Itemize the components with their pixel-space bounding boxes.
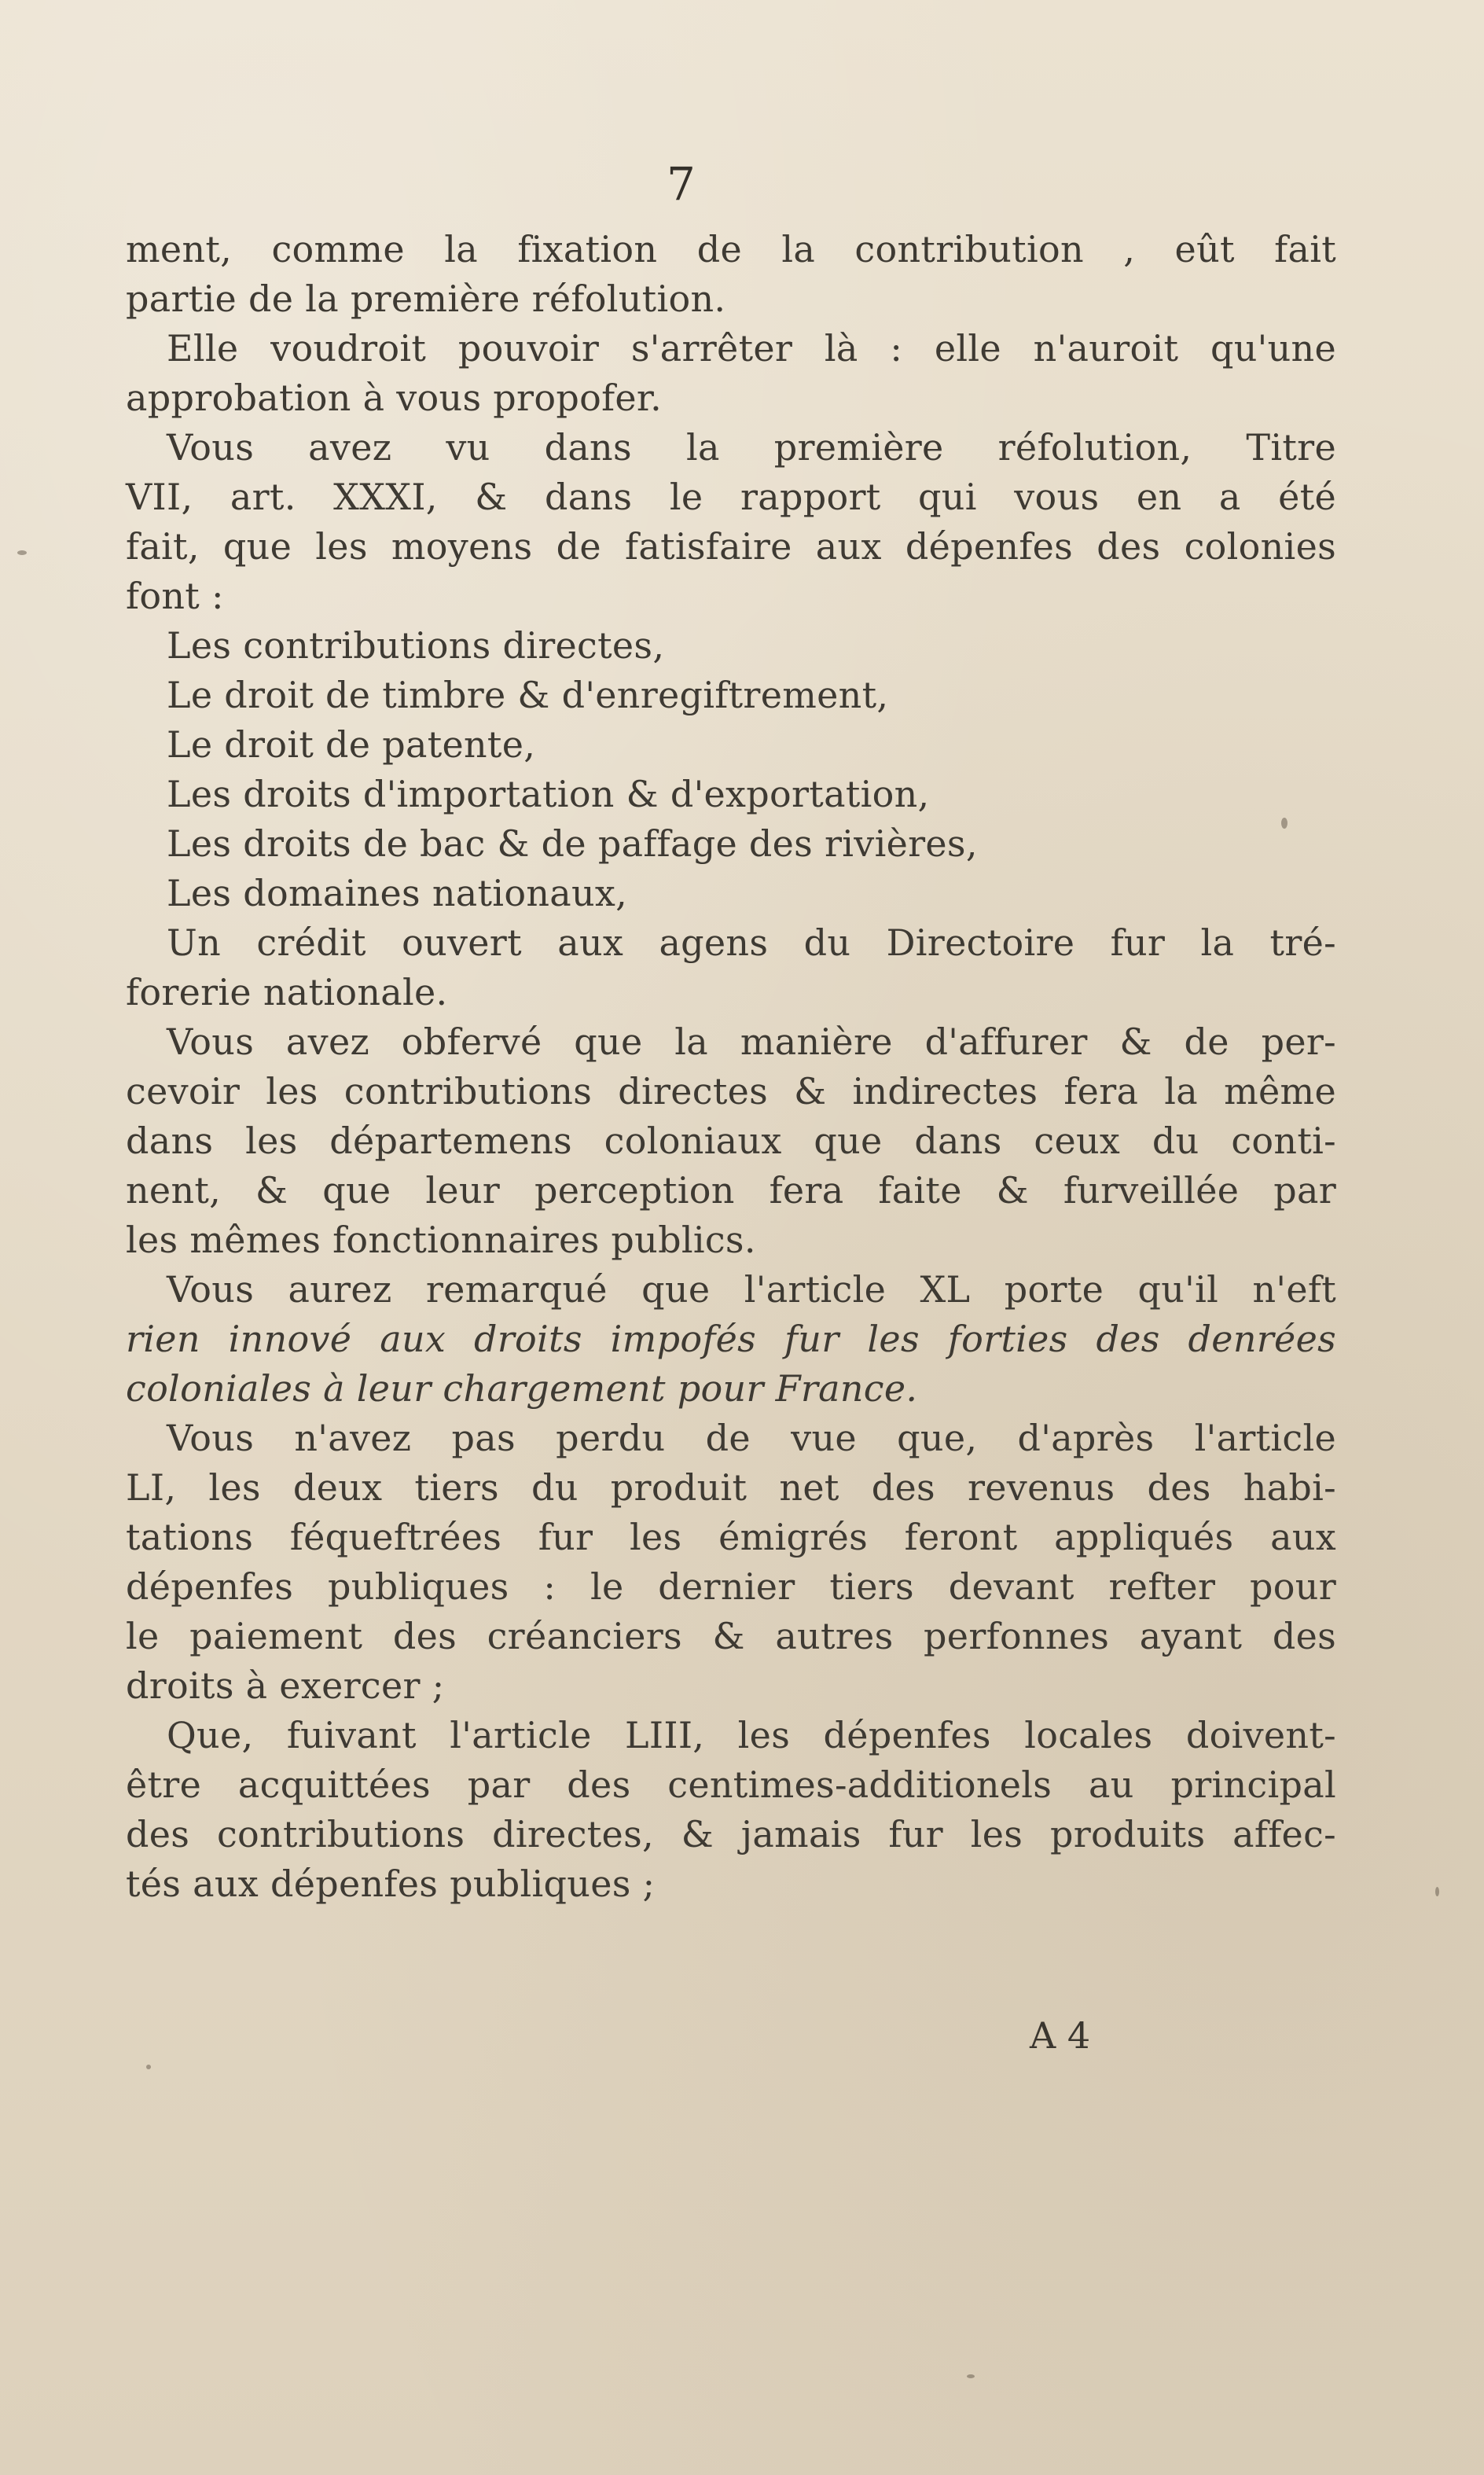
- text-line: cevoir les contributions directes & indirectes fera la même: [126, 1070, 1336, 1112]
- catchword-signature: A 4: [1030, 2014, 1091, 2057]
- text-line: dépenfes publiques : le dernier tiers devant refter pour: [126, 1565, 1336, 1608]
- text-line: partie de la première réfolution.: [126, 278, 726, 320]
- paper-speck: [1281, 818, 1287, 829]
- text-line: Vous avez vu dans la première réfolution, Titre: [167, 426, 1336, 469]
- text-line: forerie nationale.: [126, 971, 448, 1013]
- text-line: ment, comme la fixation de la contribution , eût fait: [126, 228, 1336, 270]
- text-line: Vous n'avez pas perdu de vue que, d'après l'article: [167, 1417, 1336, 1459]
- text-line: droits à exercer ;: [126, 1664, 445, 1707]
- paper-speck: [146, 2065, 151, 2069]
- list-item: Le droit de timbre & d'enregiftrement,: [167, 674, 889, 716]
- text-line: Vous avez obfervé que la manière d'affurer & de per-: [167, 1021, 1336, 1063]
- text-line: des contributions directes, & jamais fur les produits affec-: [126, 1813, 1336, 1855]
- list-item: Les droits d'importation & d'exportation,: [167, 773, 930, 815]
- text-line: approbation à vous propofer.: [126, 377, 663, 419]
- paper-speck: [17, 550, 27, 555]
- text-line: Un crédit ouvert aux agens du Directoire fur la tré-: [167, 921, 1336, 964]
- list-item: Le droit de patente,: [167, 723, 536, 766]
- list-item: Les domaines nationaux,: [167, 872, 628, 914]
- body-text: [126, 225, 1336, 1909]
- text-line: nent, & que leur perception fera faite & furveillée par: [126, 1169, 1336, 1212]
- text-line: Elle voudroit pouvoir s'arrêter là : elle n'auroit qu'une: [167, 327, 1336, 370]
- text-line: Que, fuivant l'article LIII, les dépenfes locales doivent-: [167, 1714, 1336, 1756]
- text-line: les mêmes fonctionnaires publics.: [126, 1219, 756, 1261]
- list-item: Les droits de bac & de paffage des rivières,: [167, 822, 978, 865]
- paper-speck: [1435, 1887, 1439, 1896]
- text-line: VII, art. XXXI, & dans le rapport qui vous en a été: [126, 476, 1336, 518]
- text-line: le paiement des créanciers & autres perfonnes ayant des: [126, 1615, 1336, 1657]
- text-line: LI, les deux tiers du produit net des revenus des habi-: [126, 1466, 1336, 1509]
- text-line: dans les départemens coloniaux que dans ceux du conti-: [126, 1120, 1336, 1162]
- text-line: tés aux dépenfes publiques ;: [126, 1863, 656, 1905]
- text-line: tations féqueftrées fur les émigrés feront appliqués aux: [126, 1516, 1336, 1558]
- page-number: 7: [667, 157, 696, 211]
- list-item: Les contributions directes,: [167, 624, 665, 667]
- text-line: font :: [126, 575, 224, 617]
- text-line: être acquittées par des centimes-additionels au principal: [126, 1763, 1336, 1806]
- italic-text-line: rien innové aux droits impofés fur les forties des denrées: [126, 1318, 1336, 1360]
- paper-speck: [967, 2374, 975, 2378]
- text-line: fait, que les moyens de fatisfaire aux dépenfes des colonies: [126, 525, 1336, 568]
- text-line: Vous aurez remarqué que l'article XL porte qu'il n'eft: [167, 1268, 1336, 1311]
- italic-text-line: coloniales à leur chargement pour France.: [126, 1367, 918, 1410]
